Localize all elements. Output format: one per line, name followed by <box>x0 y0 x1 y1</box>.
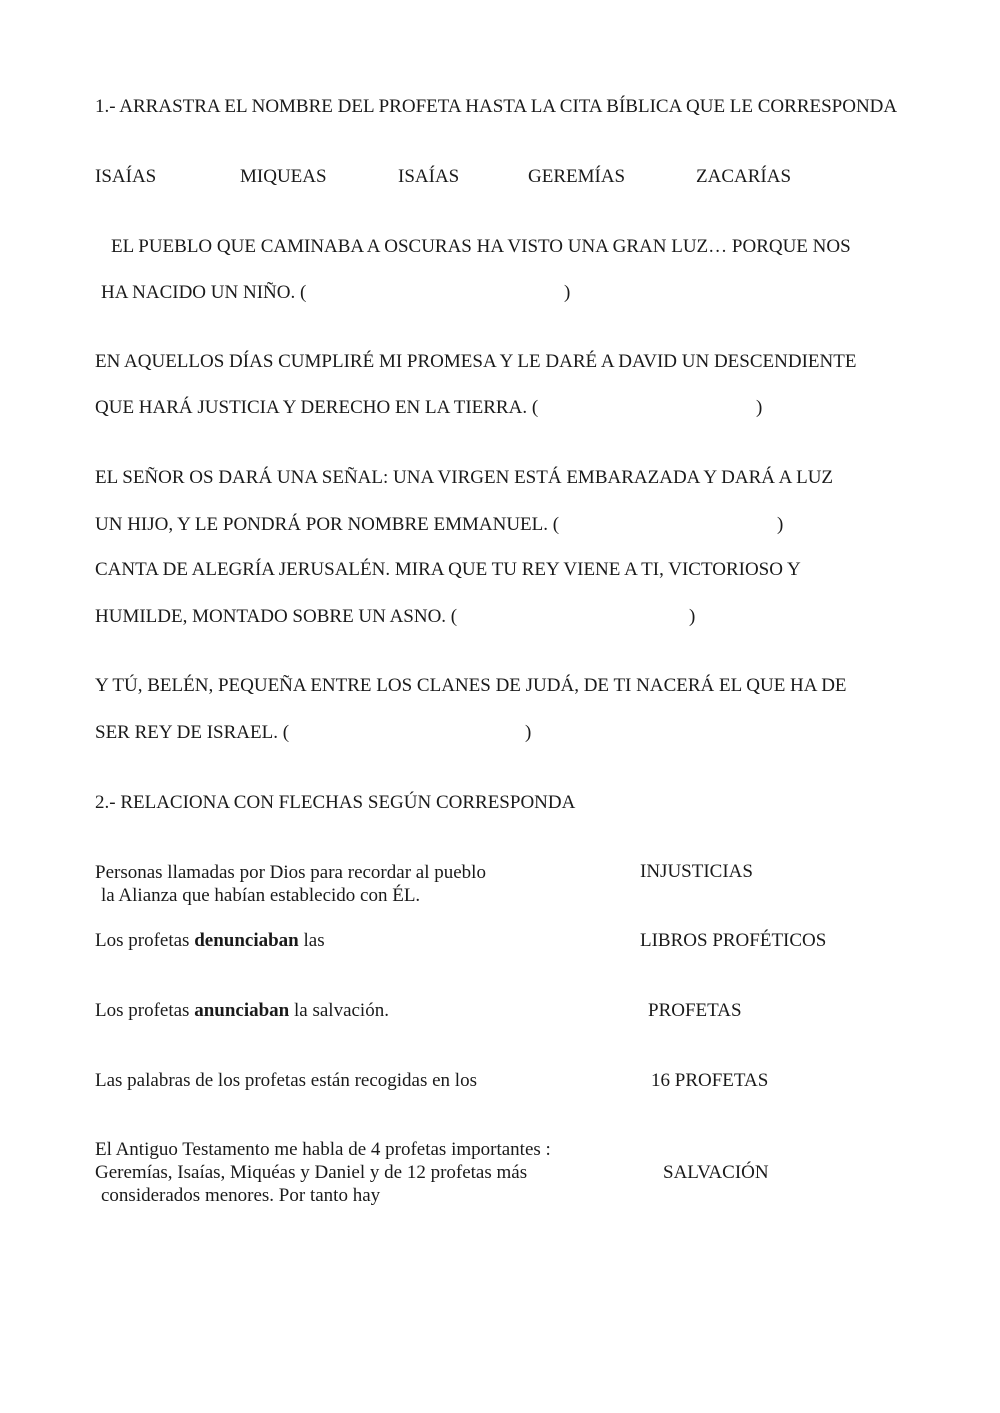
drop-zone-quote-2[interactable] <box>566 395 752 421</box>
match-left-1[interactable] <box>95 861 486 907</box>
match-left-2[interactable] <box>95 930 325 952</box>
match-left-4[interactable]: Las palabras de los profetas están recogidas en los <box>95 1070 477 1091</box>
match-right-salvacion[interactable]: SALVACIÓN <box>663 1162 769 1183</box>
match-left-3-pre: Los profetas <box>95 1000 195 1021</box>
match-right-profetas[interactable]: PROFETAS <box>648 1000 742 1021</box>
quote-3-line-2: UN HIJO, Y LE PONDRÁ POR NOMBRE EMMANUEL. ( <box>95 514 560 535</box>
match-right-libros-profeticos[interactable]: LIBROS PROFÉTICOS <box>640 930 827 951</box>
quote-5-line-2: SER REY DE ISRAEL. ( <box>95 722 290 743</box>
match-left-3[interactable] <box>95 1000 389 1022</box>
quote-3-line-1: EL SEÑOR OS DARÁ UNA SEÑAL: UNA VIRGEN ESTÁ EMBARAZADA Y DARÁ A LUZ <box>95 467 834 488</box>
quote-2-line-1: EN AQUELLOS DÍAS CUMPLIRÉ MI PROMESA Y LE DARÉ A DAVID UN DESCENDIENTE <box>95 351 857 372</box>
match-left-5[interactable] <box>95 1138 551 1207</box>
match-left-1-line-2: la Alianza que habían establecido con ÉL. <box>101 885 421 906</box>
quote-1-line-2: HA NACIDO UN NIÑO. ( <box>101 282 307 303</box>
quote-3-close: ) <box>777 514 784 535</box>
match-left-5-line-2: Geremías, Isaías, Miquéas y Daniel y de 12 profetas más <box>95 1162 528 1183</box>
drop-zone-quote-5[interactable] <box>302 720 522 746</box>
section-1-title: 1.- ARRASTRA EL NOMBRE DEL PROFETA HASTA LA CITA BÍBLICA QUE LE CORRESPONDA <box>95 96 898 117</box>
quote-4-close: ) <box>689 606 696 627</box>
prophet-option-miqueas[interactable]: MIQUEAS <box>240 166 327 187</box>
match-right-injusticias[interactable]: INJUSTICIAS <box>640 861 753 882</box>
quote-5-line-1: Y TÚ, BELÉN, PEQUEÑA ENTRE LOS CLANES DE JUDÁ, DE TI NACERÁ EL QUE HA DE <box>95 675 847 696</box>
match-left-1-line-1: Personas llamadas por Dios para recordar al pueblo <box>95 862 486 883</box>
quote-5-close: ) <box>525 722 532 743</box>
prophet-option-zacarias[interactable]: ZACARÍAS <box>696 166 792 187</box>
quote-2-close: ) <box>756 397 763 418</box>
match-left-5-line-3: considerados menores. Por tanto hay <box>101 1185 381 1206</box>
prophet-option-isaias-2[interactable]: ISAÍAS <box>398 166 460 187</box>
match-left-5-line-1: El Antiguo Testamento me habla de 4 profetas importantes : <box>95 1139 551 1160</box>
quote-1-line-1: EL PUEBLO QUE CAMINABA A OSCURAS HA VISTO UNA GRAN LUZ… PORQUE NOS <box>111 236 851 257</box>
match-left-3-post: la salvación. <box>289 1000 389 1021</box>
match-left-2-bold: denunciaban <box>194 930 299 951</box>
quote-4-line-2: HUMILDE, MONTADO SOBRE UN ASNO. ( <box>95 606 458 627</box>
match-left-3-bold: anunciaban <box>194 1000 290 1021</box>
section-2-title: 2.- RELACIONA CON FLECHAS SEGÚN CORRESPONDA <box>95 792 576 813</box>
quote-4-line-1: CANTA DE ALEGRÍA JERUSALÉN. MIRA QUE TU REY VIENE A TI, VICTORIOSO Y <box>95 559 801 580</box>
prophet-option-geremias[interactable]: GEREMÍAS <box>528 166 626 187</box>
quote-1-close: ) <box>564 282 571 303</box>
quote-2-line-2: QUE HARÁ JUSTICIA Y DERECHO EN LA TIERRA. ( <box>95 397 539 418</box>
drop-zone-quote-1[interactable] <box>320 280 560 306</box>
drop-zone-quote-3[interactable] <box>598 512 774 538</box>
match-left-2-post: las <box>298 930 325 951</box>
match-left-2-pre: Los profetas <box>95 930 195 951</box>
match-right-16-profetas[interactable]: 16 PROFETAS <box>651 1070 769 1091</box>
drop-zone-quote-4[interactable] <box>500 604 686 630</box>
prophet-option-isaias-1[interactable]: ISAÍAS <box>95 166 157 187</box>
